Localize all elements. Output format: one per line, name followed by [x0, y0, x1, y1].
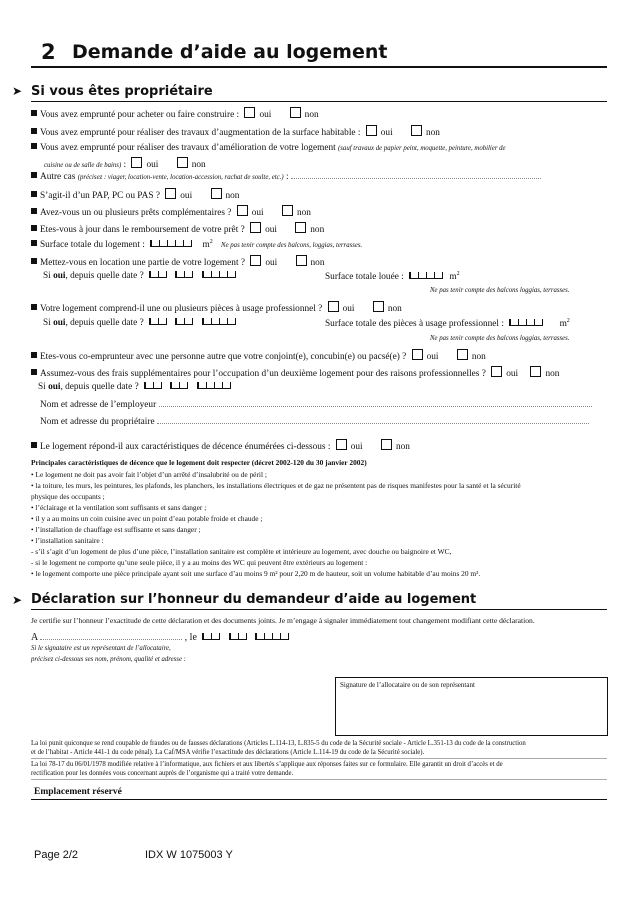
signature-label: Signature de l’allocataire ou de son représentant [340, 681, 475, 689]
date-label: , depuis quelle date ? [65, 318, 144, 328]
question-loan-up-to-date [31, 222, 324, 235]
checkbox-yes[interactable] [237, 205, 248, 216]
criteria-title: Principales caractéristiques de décence que le logement doit respecter (décret 2002-120 du 30 janvier 2002) [31, 458, 367, 467]
question-note: (sauf travaux de papier peint, moquette, peinture, mobilier de [338, 145, 506, 152]
question-note: cuisine ou de salle de bains) [44, 162, 122, 169]
criteria-item: • l’installation sanitaire : [31, 536, 104, 545]
criteria-item: - si le logement ne comporte qu’une seule pièce, il y a au moins des WC qui peuvent être extérieurs au logement : [31, 558, 368, 567]
yes-label: oui [259, 110, 272, 120]
yes-label: oui [265, 225, 277, 235]
criteria-item: physique des occupants ; [31, 492, 105, 501]
date-oui: oui [53, 318, 66, 328]
question-other-case: Autre cas (précisez : viager, location-vente, location-accession, rachat de soulte, etc.) : [31, 170, 541, 182]
criteria-item: • la toiture, les murs, les peintures, les plafonds, les planchers, les installations électriques et de gaz ne présentent pas de risques manifestes pour la santé et la sécurité [31, 481, 521, 490]
no-label: non [225, 191, 240, 201]
date-day-input[interactable] [144, 382, 162, 389]
question-complementary-loans [31, 205, 311, 218]
checkbox-yes[interactable] [165, 188, 176, 199]
arrow-right-icon: ➤ [12, 84, 23, 98]
bullet-square-icon [31, 128, 37, 134]
second-home-date-row [38, 382, 231, 392]
rent-surface-note: Ne pas tenir compte des balcons loggias, terrasses. [430, 287, 570, 294]
bullet-square-icon [31, 225, 37, 231]
question-note: (précisez : viager, location-vente, location-accession, rachat de soulte, etc.) [77, 174, 284, 181]
checkbox-no[interactable] [295, 222, 306, 233]
unit-label: m [449, 272, 457, 283]
date-month-input[interactable] [229, 633, 247, 640]
declaration-heading: Déclaration sur l’honneur du demandeur d’aide au logement [31, 592, 477, 607]
date-label: , depuis quelle date ? [65, 271, 144, 281]
professional-surface-note: Ne pas tenir compte des balcons loggias, terrasses. [430, 335, 570, 342]
question-label: Autre cas [40, 172, 76, 182]
no-label: non [387, 304, 402, 314]
rent-date-row [43, 271, 236, 281]
question-co-borrower [31, 349, 486, 362]
employer-input[interactable] [159, 398, 592, 407]
question-improvement-loan-cont: cuisine ou de salle de bains) : oui non [44, 157, 206, 170]
unit-label: m [202, 240, 210, 251]
legal-separator [31, 758, 607, 759]
date-prefix: Si [43, 271, 54, 281]
legal-line: et de l’habitat - Article 441-1 du code pénal). La Caf/MSA vérifie l’exactitude des déclarations (Article L.114-19 du code de la Sécurité sociale). [31, 749, 425, 756]
place-date-row [31, 631, 289, 643]
date-label: , depuis quelle date ? [60, 382, 139, 392]
yes-label: oui [426, 352, 439, 362]
yes-label: oui [265, 258, 278, 268]
owner-section-rule [31, 101, 607, 102]
surface-digits-input[interactable] [150, 240, 192, 247]
date-day-input[interactable] [202, 633, 220, 640]
document-ref: IDX W 1075003 Y [145, 849, 233, 861]
question-rent-part [31, 255, 324, 268]
question-decency [31, 439, 410, 452]
bullet-square-icon [31, 208, 37, 214]
section-number: 2 [41, 40, 56, 64]
question-label: S’agit-il d’un PAP, PC ou PAS ? [40, 191, 160, 201]
checkbox-no[interactable] [457, 349, 468, 360]
place-label: A [31, 632, 38, 643]
checkbox-no[interactable] [373, 301, 384, 312]
declaration-text: Je certifie sur l’honneur l’exactitude de cette déclaration et des documents joints. Je m’engage à signaler immédiatement tout changement modifiant cette déclaration. [31, 616, 535, 625]
question-label: Etes-vous co-emprunteur avec une personne autre que votre conjoint(e), concubin(e) ou pacsé(e) ? [40, 352, 407, 362]
checkbox-yes[interactable] [336, 439, 347, 450]
criteria-item: • Le logement ne doit pas avoir fait l’objet d’un arrêté d’insalubrité ou de péril ; [31, 470, 267, 479]
no-label: non [545, 369, 560, 379]
checkbox-no[interactable] [177, 157, 188, 168]
date-oui: oui [48, 382, 61, 392]
no-label: non [471, 352, 486, 362]
checkbox-yes[interactable] [250, 222, 261, 233]
date-prefix: Si [43, 318, 54, 328]
date-month-input[interactable] [175, 271, 193, 278]
page-number: Page 2/2 [34, 849, 79, 861]
question-professional-use [31, 301, 402, 314]
legal-line: rectification pour les données vous concernant auprès de l’organisme qui a traité votre demande. [31, 770, 294, 777]
criteria-item: • l’installation de chauffage est suffisante et sans danger ; [31, 525, 201, 534]
yes-label: oui [380, 128, 393, 138]
yes-label: oui [146, 160, 159, 170]
question-label: Mettez-vous en location une partie de votre logement ? [40, 258, 245, 268]
date-year-input[interactable] [197, 382, 231, 389]
date-label: , le [184, 632, 197, 643]
question-label: Vous avez emprunté pour réaliser des travaux d’amélioration de votre logement [40, 143, 336, 153]
date-year-input[interactable] [202, 318, 236, 325]
date-year-input[interactable] [255, 633, 289, 640]
criteria-item: • il y a au moins un coin cuisine avec un point d’eau potable froide et chaude ; [31, 514, 263, 523]
representative-note-2: précisez ci-dessous ses nom, prénom, qualité et adresse : [31, 656, 186, 663]
question-label: Avez-vous un ou plusieurs prêts complémentaires ? [40, 208, 232, 218]
question-note: Ne pas tenir compte des balcons, loggias, terrasses. [221, 242, 363, 250]
checkbox-yes[interactable] [131, 157, 142, 168]
date-year-input[interactable] [202, 271, 236, 278]
question-improvement-loan [31, 143, 506, 153]
question-label: Le logement répond-il aux caractéristiques de décence énumérées ci-dessous : [40, 442, 331, 452]
bullet-square-icon [31, 240, 37, 246]
professional-date-row [43, 318, 236, 328]
legal-line: La loi punit quiconque se rend coupable de fraudes ou de fausses déclarations (Articles L.114-13, L.835-5 du code de la Sécurité sociale - Article L.351-13 du code de la construction [31, 740, 526, 747]
owner-section-heading: Si vous êtes propriétaire [31, 84, 213, 99]
rented-surface-row: Surface totale louée : $m^2$ [325, 271, 460, 283]
surface-label: Surface totale des pièces à usage professionnel : [325, 319, 504, 330]
date-month-input[interactable] [170, 382, 188, 389]
other-case-input[interactable] [291, 170, 541, 179]
legal-line: La loi 78-17 du 06/01/1978 modifiée relative à l’informatique, aux fichiers et aux libertés s’applique aux réponses faites sur ce formulaire. Elle garantit un droit d’accès et de [31, 761, 503, 768]
date-day-input[interactable] [149, 318, 167, 325]
no-label: non [310, 258, 325, 268]
question-label: Vous avez emprunté pour réaliser des travaux d’augmentation de la surface habitable : [40, 128, 361, 138]
employer-label: Nom et adresse de l’employeur [40, 400, 157, 410]
no-label: non [426, 128, 440, 138]
date-month-input[interactable] [175, 318, 193, 325]
legal-separator [31, 779, 607, 780]
question-extension-loan [31, 125, 440, 138]
bullet-square-icon [31, 258, 37, 264]
checkbox-yes[interactable] [412, 349, 423, 360]
owner-row [40, 415, 589, 427]
checkbox-yes[interactable] [244, 107, 255, 118]
no-label: non [191, 160, 206, 170]
question-label: Votre logement comprend-il une ou plusieurs pièces à usage professionnel ? [40, 304, 323, 314]
bullet-square-icon [31, 191, 37, 197]
bullet-square-icon [31, 143, 37, 149]
date-prefix: Si [38, 382, 49, 392]
bullet-square-icon [31, 172, 37, 178]
checkbox-yes[interactable] [328, 301, 339, 312]
question-purchase-loan [31, 107, 319, 120]
unit-label: m [559, 319, 567, 330]
bullet-square-icon [31, 352, 37, 358]
surface-label: Surface totale louée : [325, 272, 404, 283]
title-rule [31, 66, 607, 68]
bullet-square-icon [31, 442, 37, 448]
place-input[interactable] [40, 631, 182, 640]
bullet-square-icon [31, 110, 37, 116]
no-label: non [296, 208, 311, 218]
question-total-surface: Surface totale du logement : $m^2$ Ne pas tenir compte des balcons, loggias, terrasses. [31, 239, 362, 250]
date-oui: oui [53, 271, 66, 281]
arrow-right-icon: ➤ [12, 593, 23, 607]
professional-surface-input[interactable] [509, 319, 543, 326]
checkbox-no[interactable] [411, 125, 422, 136]
checkbox-no[interactable] [530, 366, 541, 377]
checkbox-yes[interactable] [366, 125, 377, 136]
date-day-input[interactable] [149, 271, 167, 278]
question-label: Vous avez emprunté pour acheter ou faire construire : [40, 110, 240, 120]
owner-label: Nom et adresse du propriétaire [40, 417, 155, 427]
page-title: Demande d’aide au logement [72, 41, 388, 63]
question-label: Assumez-vous des frais supplémentaires pour l’occupation d’un deuxième logement pour des raisons professionnelles ? [40, 369, 486, 379]
question-label: Etes-vous à jour dans le remboursement de votre prêt ? [40, 225, 245, 235]
checkbox-no[interactable] [290, 107, 301, 118]
no-label: non [304, 110, 319, 120]
yes-label: oui [506, 369, 519, 379]
no-label: non [395, 442, 410, 452]
bullet-square-icon [31, 369, 37, 375]
signature-box[interactable] [335, 677, 608, 736]
criteria-item: - s’il s’agit d’un logement de plus d’une pièce, l’installation sanitaire est complète et intérieure au logement, avec douche ou baignoire et WC, [31, 547, 452, 556]
no-label: non [310, 225, 325, 235]
checkbox-yes[interactable] [250, 255, 261, 266]
checkbox-no[interactable] [296, 255, 307, 266]
checkbox-yes[interactable] [491, 366, 502, 377]
yes-label: oui [350, 442, 363, 452]
owner-input[interactable] [157, 415, 589, 424]
professional-surface-row: Surface totale des pièces à usage professionnel : $m^2$ [325, 318, 570, 330]
criteria-item: • le logement comporte une pièce principale ayant soit une surface d’au moins 9 m² pour 2,20 m de hauteur, soit un volume habitable d’au moins 20 m³. [31, 569, 481, 578]
checkbox-no[interactable] [282, 205, 293, 216]
question-second-home [31, 366, 559, 379]
question-pap-pc-pas [31, 188, 239, 201]
representative-note-1: Si le signataire est un représentant de l’allocataire, [31, 645, 171, 652]
checkbox-no[interactable] [211, 188, 222, 199]
bullet-square-icon [31, 304, 37, 310]
yes-label: oui [180, 191, 193, 201]
rented-surface-input[interactable] [409, 272, 443, 279]
yes-label: oui [251, 208, 264, 218]
criteria-item: • l’éclairage et la ventilation sont suffisants et sans danger ; [31, 503, 207, 512]
reserved-area-label: Emplacement réservé [34, 787, 122, 797]
checkbox-no[interactable] [381, 439, 392, 450]
employer-row [40, 398, 592, 410]
yes-label: oui [342, 304, 355, 314]
declaration-rule [31, 609, 607, 610]
question-label: Surface totale du logement : [40, 240, 145, 251]
reserved-rule [31, 799, 607, 800]
